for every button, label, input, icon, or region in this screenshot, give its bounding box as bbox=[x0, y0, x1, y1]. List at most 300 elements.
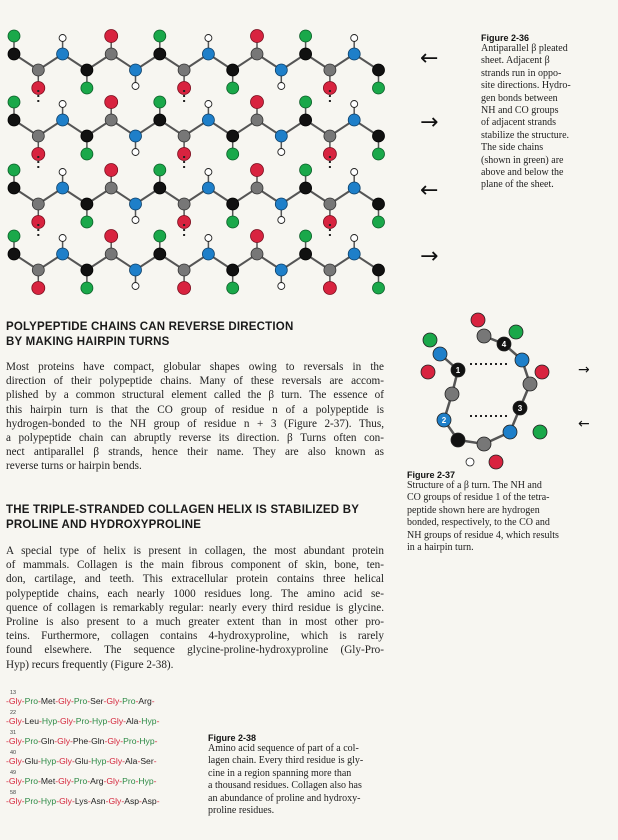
alpha-carbon-atom bbox=[154, 114, 166, 126]
text-line: an abundance of proline and hydroxy- bbox=[208, 792, 361, 804]
text-line: teins. Furthermore, collagen contains 4-hydroxyproline, which is rarely bbox=[6, 630, 384, 643]
bond-dash: - bbox=[104, 736, 108, 746]
text-line: NH groups of residue 4, which results bbox=[407, 529, 559, 541]
residue: Pro bbox=[123, 736, 137, 746]
residue-number-label: 1 bbox=[455, 366, 461, 375]
figure-label: Figure 2-36 bbox=[481, 33, 530, 43]
side-chain-atom bbox=[154, 164, 166, 176]
bond-dash: - bbox=[6, 756, 9, 766]
alpha-carbon-atom bbox=[227, 198, 239, 210]
text-line: plished by a common structural element called the β turn. The essence of bbox=[6, 389, 384, 402]
carbon-atom bbox=[324, 130, 336, 142]
backbone-bond bbox=[14, 188, 379, 204]
bond-dash: - bbox=[6, 736, 9, 746]
residue-number-label: 2 bbox=[441, 416, 447, 425]
side-chain-atom bbox=[8, 96, 20, 108]
alpha-carbon-atom bbox=[300, 248, 312, 260]
alpha-carbon-atom bbox=[300, 48, 312, 60]
strand-direction-arrow-2: → bbox=[420, 110, 439, 135]
carbon-atom bbox=[178, 198, 190, 210]
carbon-atom bbox=[324, 64, 336, 76]
bond-dash: - bbox=[72, 716, 76, 726]
bond-dash: - bbox=[56, 796, 60, 806]
alpha-carbon-atom bbox=[8, 114, 20, 126]
residue: Pro bbox=[73, 776, 88, 786]
oxygen-atom bbox=[32, 216, 45, 229]
residue: Lys bbox=[74, 796, 88, 806]
alpha-carbon-atom bbox=[227, 130, 239, 142]
residue: Pro bbox=[75, 716, 90, 726]
oxygen-atom bbox=[323, 216, 336, 229]
residue: Leu bbox=[24, 716, 39, 726]
text-line: of adjacent strands bbox=[481, 117, 556, 129]
turn-atom bbox=[503, 425, 517, 439]
side-chain-atom bbox=[154, 230, 166, 242]
residue: Pro bbox=[24, 696, 39, 706]
hydrogen-atom bbox=[205, 169, 212, 176]
hydrogen-atom bbox=[132, 149, 139, 156]
side-chain-atom bbox=[300, 164, 312, 176]
bond-dash: - bbox=[121, 796, 125, 806]
side-chain-atom bbox=[154, 96, 166, 108]
carbon-atom bbox=[105, 248, 117, 260]
side-chain-atom bbox=[373, 82, 385, 94]
text-line: POLYPEPTIDE CHAINS CAN REVERSE DIRECTION bbox=[6, 321, 294, 333]
text-line: above and below the bbox=[481, 167, 564, 179]
carbon-atom bbox=[105, 114, 117, 126]
bond-dash: - bbox=[119, 696, 123, 706]
bond-dash: - bbox=[21, 796, 25, 806]
turn-side-atom bbox=[533, 425, 547, 439]
turn-atom bbox=[445, 387, 459, 401]
strand-direction-arrow-1: ← bbox=[420, 46, 439, 71]
carbon-atom bbox=[324, 198, 336, 210]
residue: Hyp bbox=[141, 716, 157, 726]
nitrogen-atom bbox=[57, 182, 69, 194]
text-line: peptide shown here are hydrogen bbox=[407, 504, 540, 516]
nitrogen-atom bbox=[57, 48, 69, 60]
bond-dash: - bbox=[21, 716, 25, 726]
nitrogen-atom bbox=[275, 64, 287, 76]
text-line: proline residues. bbox=[208, 805, 275, 817]
hydrogen-atom bbox=[59, 235, 66, 242]
side-chain-atom bbox=[8, 30, 20, 42]
alpha-carbon-atom bbox=[227, 64, 239, 76]
bond-dash: - bbox=[21, 776, 25, 786]
text-line: NH and CO groups bbox=[481, 105, 559, 117]
bond-dash: - bbox=[6, 776, 9, 786]
hydrogen-atom bbox=[59, 101, 66, 108]
oxygen-atom bbox=[178, 148, 191, 161]
bond-dash: - bbox=[105, 796, 109, 806]
text-line: a polypeptide chain can abruptly reverse its direction. β Turns often con- bbox=[6, 432, 384, 445]
bond-dash: - bbox=[151, 696, 155, 706]
alpha-carbon-atom bbox=[81, 130, 93, 142]
bond-dash: - bbox=[136, 736, 140, 746]
residue: Gly bbox=[8, 756, 22, 766]
turn-direction-arrow: → bbox=[578, 362, 590, 378]
bond-dash: - bbox=[21, 756, 25, 766]
text-line: Proline is also present to a much greater extent than in most other pro- bbox=[6, 616, 384, 629]
text-line: don, cartilage, and teeth. This extracellular protein contains three helical bbox=[6, 573, 384, 586]
side-chain-atom bbox=[300, 230, 312, 242]
text-line: Amino acid sequence of part of a col- bbox=[208, 743, 359, 754]
residue: Phe bbox=[72, 736, 89, 746]
turn-atom bbox=[515, 353, 529, 367]
residue: Met bbox=[40, 776, 56, 786]
residue: Ala bbox=[125, 716, 139, 726]
text-line: site directions. Hydro- bbox=[481, 80, 571, 92]
turn-atom bbox=[523, 377, 537, 391]
oxygen-atom bbox=[105, 30, 118, 43]
residue: Hyp bbox=[92, 716, 108, 726]
side-chain-atom bbox=[81, 216, 93, 228]
carbon-atom bbox=[32, 130, 44, 142]
side-chain-atom bbox=[227, 148, 239, 160]
caption-text bbox=[481, 43, 611, 192]
text-line: BY MAKING HAIRPIN TURNS bbox=[6, 335, 170, 348]
text-line: bonded, respectively, to the CO and bbox=[407, 517, 550, 529]
alpha-carbon-atom bbox=[373, 198, 385, 210]
residue: Hyp bbox=[40, 796, 57, 806]
residue: Gly bbox=[109, 756, 123, 766]
text-line: nect antiparallel β strands, hence their name. They are also known as bbox=[6, 446, 384, 459]
figure-2-38-caption bbox=[208, 733, 378, 817]
residue: Pro bbox=[24, 776, 39, 786]
bond-dash: - bbox=[38, 716, 42, 726]
residue: Gly bbox=[8, 796, 22, 806]
text-line: lagen chain. Every third residue is gly- bbox=[208, 755, 364, 767]
residue: Hyp bbox=[41, 716, 58, 726]
bond-dash: - bbox=[21, 696, 25, 706]
turn-side-atom bbox=[489, 455, 503, 469]
side-chain-atom bbox=[373, 148, 385, 160]
hydrogen-atom bbox=[278, 217, 285, 224]
residue: Hyp bbox=[91, 756, 107, 766]
text-line: reverse turns or hairpin bends. bbox=[6, 460, 142, 473]
alpha-carbon-atom bbox=[300, 182, 312, 194]
text-line: gen bonds between bbox=[481, 92, 558, 104]
turn-direction-arrow: ← bbox=[578, 416, 590, 432]
nitrogen-atom bbox=[130, 130, 142, 142]
residue: Gln bbox=[91, 736, 105, 746]
oxygen-atom bbox=[323, 148, 336, 161]
nitrogen-atom bbox=[57, 248, 69, 260]
bond-dash: - bbox=[135, 776, 139, 786]
residue: Asn bbox=[90, 796, 106, 806]
nitrogen-atom bbox=[275, 264, 287, 276]
residue: Gly bbox=[8, 696, 22, 706]
side-chain-atom bbox=[373, 282, 385, 294]
text-line: of mammals. Collagen is the main fibrous component of skin, bone, ten- bbox=[6, 559, 384, 572]
section-body-collagen-helix bbox=[6, 544, 384, 672]
bond-dash: - bbox=[71, 796, 75, 806]
carbon-atom bbox=[251, 114, 263, 126]
nitrogen-atom bbox=[202, 248, 214, 260]
hydrogen-atom bbox=[205, 35, 212, 42]
hydrogen-atom bbox=[59, 169, 66, 176]
strand-direction-arrow-4: → bbox=[420, 244, 439, 269]
bond-dash: - bbox=[123, 716, 126, 726]
bond-dash: - bbox=[55, 696, 59, 706]
residue: Ser bbox=[90, 696, 104, 706]
oxygen-atom bbox=[323, 282, 336, 295]
residue-number: 22 bbox=[10, 710, 17, 716]
oxygen-atom bbox=[105, 96, 118, 109]
side-chain-atom bbox=[154, 30, 166, 42]
hydrogen-atom bbox=[351, 169, 358, 176]
section-heading-hairpin-turns bbox=[6, 320, 366, 349]
residue: Ala bbox=[125, 756, 138, 766]
carbon-atom bbox=[178, 64, 190, 76]
carbon-atom bbox=[324, 264, 336, 276]
side-chain-atom bbox=[300, 30, 312, 42]
hydrogen-atom bbox=[351, 235, 358, 242]
nitrogen-atom bbox=[275, 130, 287, 142]
turn-side-atom bbox=[509, 325, 523, 339]
hydrogen-atom bbox=[205, 101, 212, 108]
text-line: polypeptide chains, each nearly 1000 residues long. The amino acid se- bbox=[6, 587, 384, 600]
alpha-carbon-atom bbox=[81, 64, 93, 76]
bond-dash: - bbox=[135, 696, 139, 706]
side-chain-atom bbox=[81, 148, 93, 160]
hydrogen-atom bbox=[132, 283, 139, 290]
nitrogen-atom bbox=[202, 182, 214, 194]
hydrogen-atom bbox=[132, 217, 139, 224]
bond-dash: - bbox=[119, 776, 123, 786]
residue: Gly bbox=[110, 716, 124, 726]
oxygen-atom bbox=[178, 216, 191, 229]
oxygen-atom bbox=[32, 148, 45, 161]
residue: Asp bbox=[141, 796, 157, 806]
text-line: (shown in green) are bbox=[481, 154, 564, 166]
oxygen-atom bbox=[105, 230, 118, 243]
backbone-bond bbox=[14, 254, 379, 270]
side-chain-atom bbox=[81, 82, 93, 94]
nitrogen-atom bbox=[348, 182, 360, 194]
residue: Gln bbox=[40, 736, 55, 746]
residue: Hyp bbox=[138, 776, 154, 786]
bond-dash: - bbox=[88, 756, 92, 766]
residue: Glu bbox=[24, 756, 39, 766]
residue: Gly bbox=[106, 696, 120, 706]
residue: Gly bbox=[8, 736, 22, 746]
bond-dash: - bbox=[87, 776, 91, 786]
side-chain-atom bbox=[373, 216, 385, 228]
residue: Pro bbox=[73, 696, 88, 706]
residue: Hyp bbox=[139, 736, 155, 746]
figure-2-37-caption bbox=[407, 470, 612, 554]
bond-dash: - bbox=[71, 756, 75, 766]
text-line: sheet. Adjacent β bbox=[481, 55, 550, 67]
hydrogen-atom bbox=[278, 283, 285, 290]
text-line: plane of the sheet. bbox=[481, 179, 554, 191]
nitrogen-atom bbox=[348, 48, 360, 60]
text-line: PROLINE AND HYDROXYPROLINE bbox=[6, 518, 202, 531]
alpha-carbon-atom bbox=[154, 248, 166, 260]
carbon-atom bbox=[105, 48, 117, 60]
nitrogen-atom bbox=[130, 64, 142, 76]
bond-dash: - bbox=[103, 776, 107, 786]
residue: Gly bbox=[106, 776, 120, 786]
bond-dash: - bbox=[122, 756, 126, 766]
hydrogen-atom bbox=[59, 35, 66, 42]
bond-dash: - bbox=[6, 696, 9, 706]
sequence-row bbox=[6, 756, 206, 767]
bond-dash: - bbox=[38, 696, 41, 706]
side-chain-atom bbox=[300, 96, 312, 108]
residue-number: 31 bbox=[10, 730, 17, 736]
oxygen-atom bbox=[178, 282, 191, 295]
carbon-atom bbox=[32, 264, 44, 276]
text-line: hydrogen-bonded to the NH group of residue n + 3 (Figure 2-37). Thus, bbox=[6, 417, 384, 430]
text-line: stabilize the structure. bbox=[481, 129, 570, 141]
residue: Pro bbox=[122, 696, 136, 706]
text-line: The side chains bbox=[481, 142, 544, 154]
alpha-carbon-atom bbox=[154, 182, 166, 194]
bond-dash: - bbox=[6, 716, 9, 726]
figure-2-36-caption bbox=[481, 33, 611, 192]
alpha-carbon-atom bbox=[373, 64, 385, 76]
residue-number: 13 bbox=[10, 690, 17, 696]
residue: Asp bbox=[124, 796, 140, 806]
backbone-bond bbox=[14, 120, 379, 136]
bond-dash: - bbox=[107, 716, 111, 726]
text-line: cine in a region spanning more than bbox=[208, 767, 352, 779]
bond-dash: - bbox=[153, 756, 157, 766]
carbon-atom bbox=[32, 64, 44, 76]
alpha-carbon-atom bbox=[8, 48, 20, 60]
hydrogen-atom bbox=[351, 35, 358, 42]
section-body-hairpin-turns bbox=[6, 360, 384, 474]
residue: Pro bbox=[24, 736, 39, 746]
nitrogen-atom bbox=[348, 248, 360, 260]
bond-dash: - bbox=[70, 736, 73, 746]
oxygen-atom bbox=[251, 230, 264, 243]
bond-dash: - bbox=[137, 756, 141, 766]
bond-dash: - bbox=[103, 696, 107, 706]
residue: Gly bbox=[107, 736, 121, 746]
hydrogen-atom bbox=[278, 83, 285, 90]
text-line: found elsewhere. The sequence glycine-proline-hydroxyproline (Gly-Pro- bbox=[6, 644, 384, 657]
text-line: strands run in oppo- bbox=[481, 67, 562, 79]
alpha-carbon-atom bbox=[81, 198, 93, 210]
text-line: in a hairpin turn. bbox=[407, 542, 474, 554]
residue: Gly bbox=[60, 716, 73, 726]
residue: Arg bbox=[90, 776, 104, 786]
bond-dash: - bbox=[154, 736, 158, 746]
alpha-carbon-atom bbox=[8, 182, 20, 194]
bond-dash: - bbox=[57, 716, 61, 726]
nitrogen-atom bbox=[130, 198, 142, 210]
carbon-atom bbox=[251, 248, 263, 260]
nitrogen-atom bbox=[202, 114, 214, 126]
text-line: THE TRIPLE-STRANDED COLLAGEN HELIX IS STABILIZED BY bbox=[6, 504, 360, 516]
carbon-atom bbox=[178, 130, 190, 142]
residue: Ser bbox=[140, 756, 154, 766]
oxygen-atom bbox=[323, 82, 336, 95]
bond-dash: - bbox=[38, 776, 41, 786]
nitrogen-atom bbox=[348, 114, 360, 126]
residue: Gly bbox=[8, 776, 22, 786]
residue: Gly bbox=[59, 796, 72, 806]
bond-dash: - bbox=[54, 736, 58, 746]
figure-label: Figure 2-37 bbox=[407, 470, 456, 480]
caption-text bbox=[208, 743, 378, 817]
beta-turn-illustration bbox=[400, 312, 610, 472]
bond-dash: - bbox=[139, 796, 142, 806]
backbone-bond bbox=[14, 54, 379, 70]
bond-dash: - bbox=[6, 796, 9, 806]
alpha-carbon-atom bbox=[300, 114, 312, 126]
sequence-row bbox=[6, 736, 206, 747]
sequence-row bbox=[6, 776, 206, 787]
turn-side-atom bbox=[535, 365, 549, 379]
carbon-atom bbox=[251, 48, 263, 60]
hydrogen-atom bbox=[351, 101, 358, 108]
text-line: Structure of a β turn. The NH and bbox=[407, 480, 542, 491]
bond-dash: - bbox=[70, 696, 74, 706]
bond-dash: - bbox=[156, 796, 160, 806]
bond-dash: - bbox=[153, 776, 157, 786]
side-chain-atom bbox=[8, 230, 20, 242]
text-line: CO groups of residue 1 of the tetra- bbox=[407, 492, 550, 504]
text-line: Most proteins have compact, globular shapes owing to reversals in the bbox=[6, 361, 384, 373]
residue-number-label: 3 bbox=[517, 404, 523, 413]
text-line: this hairpin turn is that the CO group of residue n of a polypeptide is bbox=[6, 403, 384, 416]
side-chain-atom bbox=[227, 82, 239, 94]
text-line: Hyp) recurs frequently (Figure 2-38). bbox=[6, 658, 174, 671]
turn-side-atom bbox=[423, 333, 437, 347]
text-line: A special type of helix is present in collagen, the most abundant protein bbox=[6, 545, 384, 557]
residue: Pro bbox=[122, 776, 136, 786]
alpha-carbon-atom bbox=[373, 264, 385, 276]
side-chain-atom bbox=[81, 282, 93, 294]
turn-atom bbox=[477, 329, 491, 343]
text-line: a thousand residues. Collagen also has bbox=[208, 780, 362, 792]
carbon-atom bbox=[32, 198, 44, 210]
sequence-row bbox=[6, 696, 206, 707]
side-chain-atom bbox=[227, 282, 239, 294]
hydrogen-atom bbox=[205, 235, 212, 242]
residue: Gly bbox=[108, 796, 122, 806]
turn-side-atom bbox=[466, 458, 474, 466]
bond-dash: - bbox=[88, 736, 92, 746]
text-line: quence of collagen is remarkably regular: nearly every third residue is glycine. bbox=[6, 601, 384, 614]
bond-dash: - bbox=[56, 756, 60, 766]
beta-sheet-illustration bbox=[0, 0, 416, 300]
residue-number: 58 bbox=[10, 790, 17, 796]
sequence-row bbox=[6, 716, 206, 727]
residue: Gly bbox=[58, 696, 71, 706]
turn-atom bbox=[433, 347, 447, 361]
residue: Gly bbox=[57, 736, 71, 746]
nitrogen-atom bbox=[130, 264, 142, 276]
hydrogen-atom bbox=[278, 149, 285, 156]
alpha-carbon-atom bbox=[227, 264, 239, 276]
text-line: Antiparallel β pleated bbox=[481, 43, 568, 54]
residue: Gly bbox=[58, 776, 71, 786]
residue-number: 40 bbox=[10, 750, 17, 756]
bond-dash: - bbox=[156, 716, 160, 726]
alpha-carbon-atom bbox=[373, 130, 385, 142]
figure-label: Figure 2-38 bbox=[208, 733, 257, 743]
oxygen-atom bbox=[105, 164, 118, 177]
residue: Pro bbox=[24, 796, 39, 806]
collagen-sequence bbox=[6, 690, 206, 810]
turn-atom bbox=[477, 437, 491, 451]
sequence-row bbox=[6, 796, 206, 807]
